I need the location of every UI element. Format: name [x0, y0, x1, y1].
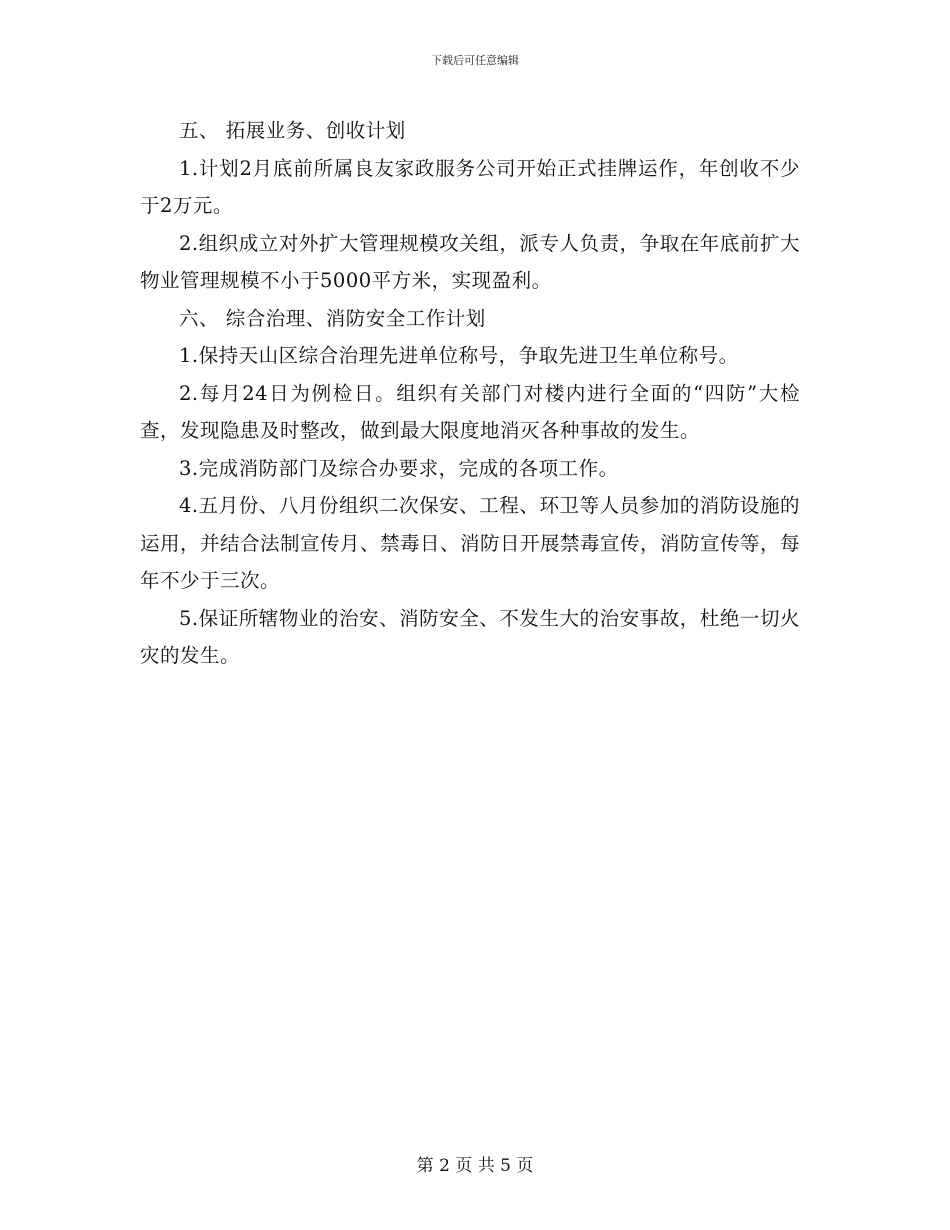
paragraph-6-2: 2.每月24日为例检日。组织有关部门对楼内进行全面的“四防”大检查，发现隐患及时整改，做到最大限度地消灭各种事故的发生。: [140, 381, 800, 442]
page-number: 第 2 页 共 5 页: [416, 1156, 534, 1176]
paragraph-6-5: 5.保证所辖物业的治安、消防安全、不发生大的治安事故，杜绝一切火灾的发生。: [140, 606, 800, 667]
paragraph-6-1: 1.保持天山区综合治理先进单位称号，争取先进卫生单位称号。: [179, 344, 739, 367]
paragraph-6-3: 3.完成消防部门及综合办要求，完成的各项工作。: [179, 456, 619, 480]
paragraph-6-4: 4.五月份、八月份组织二次保安、工程、环卫等人员参加的消防设施的运用，并结合法制宣传月、禁毒日、消防日开展禁毒宣传，消防宣传等，每年不少于三次。: [140, 494, 801, 592]
section-heading-5: 五、 拓展业务、创收计划: [179, 119, 406, 142]
document-body: [140, 112, 800, 675]
paragraph-5-1: 1.计划2月底前所属良友家政服务公司开始正式挂牌运作，年创收不少于2万元。: [140, 156, 800, 217]
section-heading-6: 六、 综合治理、消防安全工作计划: [179, 306, 486, 330]
paragraph-5-2: 2.组织成立对外扩大管理规模攻关组，派专人负责，争取在年底前扩大物业管理规模不小于5000平方米，实现盈利。: [140, 231, 800, 292]
page-header: 下载后可任意编辑: [431, 54, 519, 67]
